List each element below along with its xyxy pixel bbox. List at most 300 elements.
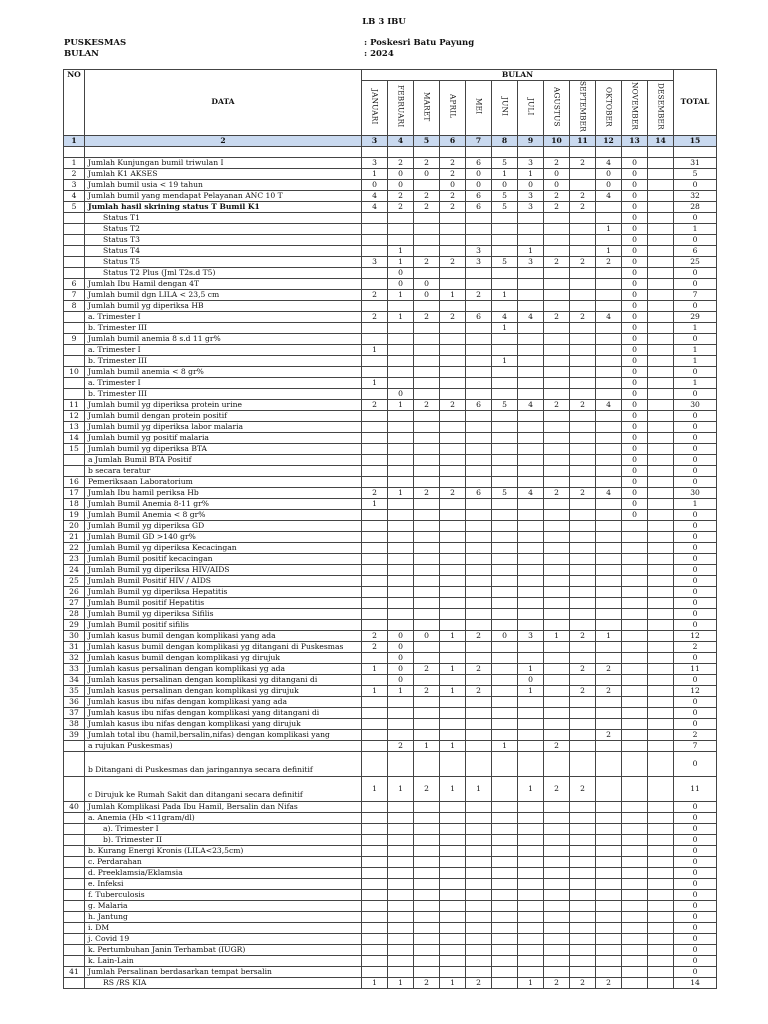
month-value-januari [362, 465, 388, 476]
month-value-mei [466, 944, 492, 955]
month-value-mei [466, 729, 492, 740]
month-value-oktober: 2 [596, 729, 622, 740]
table-row [64, 399, 717, 410]
month-value-november [622, 707, 648, 718]
month-value-oktober [596, 674, 622, 685]
month-value-mei [466, 823, 492, 834]
row-label: Jumlah Persalinan berdasarkan tempat bersalin [85, 966, 362, 977]
month-value-februari: 1 [388, 685, 414, 696]
month-value-maret: 0 [414, 289, 440, 300]
month-value-agustus [544, 889, 570, 900]
month-value-november [622, 944, 648, 955]
month-value-oktober [596, 900, 622, 911]
month-value-maret [414, 443, 440, 454]
table-row [64, 553, 717, 564]
month-value-september [570, 410, 596, 421]
month-value-november: 0 [622, 278, 648, 289]
month-value-juli [518, 933, 544, 944]
month-value-februari: 0 [388, 630, 414, 641]
month-value-desember [648, 388, 674, 399]
row-total: 1 [674, 322, 717, 333]
month-value-mei: 6 [466, 311, 492, 322]
month-value-agustus: 2 [544, 740, 570, 751]
table-row [64, 674, 717, 685]
header-row-top [64, 70, 717, 81]
month-value-oktober [596, 322, 622, 333]
row-label: Jumlah Komplikasi Pada Ibu Hamil, Bersalin dan Nifas [85, 801, 362, 812]
month-value-februari [388, 834, 414, 845]
month-value-juli: 0 [518, 179, 544, 190]
month-value-januari [362, 856, 388, 867]
month-value-mei [466, 740, 492, 751]
month-value-maret [414, 900, 440, 911]
month-value-juli [518, 465, 544, 476]
month-value-agustus [544, 410, 570, 421]
month-value-agustus [544, 454, 570, 465]
month-value-mei: 1 [466, 776, 492, 801]
month-value-april: 1 [440, 289, 466, 300]
month-value-desember [648, 465, 674, 476]
month-value-januari: 2 [362, 487, 388, 498]
month-value-maret [414, 509, 440, 520]
month-label: JANUARI [370, 88, 380, 125]
month-value-juli: 3 [518, 157, 544, 168]
month-value-oktober: 1 [596, 630, 622, 641]
month-value-oktober [596, 966, 622, 977]
row-total: 0 [674, 234, 717, 245]
row-number: 10 [64, 366, 85, 377]
month-value-desember [648, 344, 674, 355]
row-number [64, 267, 85, 278]
month-value-mei [466, 212, 492, 223]
month-value-agustus [544, 729, 570, 740]
month-value-agustus [544, 933, 570, 944]
month-value-mei [466, 498, 492, 509]
month-value-april [440, 619, 466, 630]
month-value-mei [466, 542, 492, 553]
month-value-mei [466, 911, 492, 922]
row-label: Jumlah bumil dengan protein positif [85, 410, 362, 421]
month-header-februari [388, 81, 414, 136]
month-value-mei [466, 432, 492, 443]
month-value-november [622, 933, 648, 944]
month-value-mei [466, 454, 492, 465]
month-value-november: 0 [622, 333, 648, 344]
month-value-agustus [544, 751, 570, 776]
month-value-agustus [544, 223, 570, 234]
row-label: a. Anemia (Hb <11gram/dl) [85, 812, 362, 823]
month-value-maret: 0 [414, 278, 440, 289]
month-value-mei [466, 564, 492, 575]
month-value-september [570, 234, 596, 245]
row-number [64, 933, 85, 944]
month-value-desember [648, 201, 674, 212]
month-value-januari [362, 608, 388, 619]
month-value-maret [414, 944, 440, 955]
row-number [64, 922, 85, 933]
row-total: 0 [674, 509, 717, 520]
month-value-maret [414, 718, 440, 729]
month-value-oktober: 0 [596, 179, 622, 190]
month-value-juli [518, 878, 544, 889]
month-value-september [570, 278, 596, 289]
month-value-agustus [544, 597, 570, 608]
month-value-desember [648, 944, 674, 955]
row-total: 0 [674, 718, 717, 729]
month-value-agustus: 2 [544, 157, 570, 168]
row-label: h. Jantung [85, 911, 362, 922]
row-label: c Dirujuk ke Rumah Sakit dan ditangani secara definitif [85, 776, 362, 801]
row-label: Status T3 [85, 234, 362, 245]
month-value-oktober: 4 [596, 190, 622, 201]
month-value-agustus [544, 801, 570, 812]
month-value-september [570, 531, 596, 542]
month-value-juli [518, 377, 544, 388]
month-value-september: 2 [570, 157, 596, 168]
month-value-maret [414, 553, 440, 564]
month-value-juni [492, 542, 518, 553]
month-value-juni [492, 344, 518, 355]
month-value-juli: 1 [518, 776, 544, 801]
month-value-agustus: 2 [544, 487, 570, 498]
month-value-agustus: 2 [544, 256, 570, 267]
month-value-maret [414, 520, 440, 531]
row-number: 1 [64, 157, 85, 168]
row-total: 12 [674, 685, 717, 696]
row-total: 0 [674, 454, 717, 465]
row-label: Jumlah Kunjungan bumil triwulan I [85, 157, 362, 168]
puskesmas-value: : Poskesri Batu Payung [364, 38, 475, 48]
month-value-juni [492, 663, 518, 674]
month-value-desember [648, 812, 674, 823]
month-value-juli [518, 454, 544, 465]
month-value-februari [388, 812, 414, 823]
row-number [64, 856, 85, 867]
month-value-januari [362, 300, 388, 311]
row-total: 0 [674, 812, 717, 823]
row-total: 0 [674, 278, 717, 289]
month-value-juli [518, 955, 544, 966]
month-value-juni [492, 509, 518, 520]
row-label: g. Malaria [85, 900, 362, 911]
month-value-september [570, 388, 596, 399]
month-value-mei [466, 586, 492, 597]
month-value-april [440, 498, 466, 509]
table-row [64, 933, 717, 944]
table-row [64, 900, 717, 911]
row-total: 0 [674, 564, 717, 575]
month-value-april [440, 856, 466, 867]
table-row [64, 823, 717, 834]
month-value-september [570, 245, 596, 256]
month-value-april: 2 [440, 256, 466, 267]
row-total: 0 [674, 410, 717, 421]
month-value-juni [492, 922, 518, 933]
table-row [64, 311, 717, 322]
table-row [64, 707, 717, 718]
month-value-oktober [596, 867, 622, 878]
row-number: 26 [64, 586, 85, 597]
month-value-september [570, 751, 596, 776]
month-value-juni [492, 212, 518, 223]
month-value-april [440, 344, 466, 355]
month-value-januari [362, 878, 388, 889]
month-value-juli [518, 333, 544, 344]
month-value-mei [466, 344, 492, 355]
month-value-desember [648, 630, 674, 641]
month-value-oktober: 0 [596, 168, 622, 179]
row-number: 7 [64, 289, 85, 300]
month-value-september: 2 [570, 311, 596, 322]
month-value-januari: 1 [362, 344, 388, 355]
month-value-januari [362, 267, 388, 278]
month-value-januari: 1 [362, 168, 388, 179]
row-label: a. Trimester I [85, 311, 362, 322]
table-row [64, 520, 717, 531]
month-value-juni: 4 [492, 311, 518, 322]
row-total: 0 [674, 597, 717, 608]
row-number [64, 740, 85, 751]
month-value-september [570, 509, 596, 520]
table-row [64, 663, 717, 674]
month-value-februari [388, 955, 414, 966]
month-value-mei [466, 553, 492, 564]
column-number-row [64, 135, 717, 146]
month-label: AGUSTUS [552, 86, 562, 127]
month-value-juli [518, 834, 544, 845]
month-value-juni: 0 [492, 179, 518, 190]
month-value-mei [466, 443, 492, 454]
table-row [64, 630, 717, 641]
month-value-januari [362, 966, 388, 977]
month-value-agustus [544, 619, 570, 630]
row-number [64, 223, 85, 234]
row-total: 6 [674, 245, 717, 256]
month-value-november: 0 [622, 256, 648, 267]
month-value-desember [648, 718, 674, 729]
month-value-desember [648, 641, 674, 652]
month-value-januari [362, 652, 388, 663]
table-row [64, 729, 717, 740]
month-value-juni [492, 834, 518, 845]
month-value-maret [414, 586, 440, 597]
month-value-oktober: 2 [596, 256, 622, 267]
month-value-desember [648, 487, 674, 498]
month-value-desember [648, 421, 674, 432]
month-label: APRIL [448, 94, 458, 119]
month-value-maret [414, 867, 440, 878]
table-row [64, 608, 717, 619]
month-value-mei [466, 619, 492, 630]
month-value-februari [388, 751, 414, 776]
month-value-mei [466, 597, 492, 608]
month-value-juni [492, 575, 518, 586]
month-value-februari: 1 [388, 311, 414, 322]
month-value-oktober: 4 [596, 157, 622, 168]
month-value-april [440, 718, 466, 729]
month-value-desember [648, 190, 674, 201]
month-value-februari [388, 366, 414, 377]
report-body [64, 157, 717, 988]
row-number: 16 [64, 476, 85, 487]
row-total: 0 [674, 465, 717, 476]
row-label: Jumlah Ibu Hamil dengan 4T [85, 278, 362, 289]
month-value-agustus [544, 377, 570, 388]
month-value-april: 2 [440, 168, 466, 179]
month-value-desember [648, 234, 674, 245]
month-value-oktober [596, 751, 622, 776]
month-value-november [622, 922, 648, 933]
document-title: LB 3 IBU [362, 17, 406, 27]
month-header-april [440, 81, 466, 136]
month-label: SEPTEMBER [578, 81, 588, 132]
month-value-mei [466, 355, 492, 366]
month-value-oktober [596, 878, 622, 889]
month-value-agustus [544, 856, 570, 867]
month-value-februari [388, 823, 414, 834]
month-value-maret [414, 377, 440, 388]
month-value-februari [388, 878, 414, 889]
month-value-november: 0 [622, 410, 648, 421]
month-value-november [622, 685, 648, 696]
month-value-april [440, 322, 466, 333]
column-number: 2 [85, 135, 362, 146]
month-value-maret [414, 355, 440, 366]
table-row [64, 531, 717, 542]
row-total: 11 [674, 663, 717, 674]
month-value-juni [492, 377, 518, 388]
month-value-januari [362, 564, 388, 575]
month-value-agustus [544, 520, 570, 531]
month-value-februari [388, 564, 414, 575]
month-value-desember [648, 878, 674, 889]
month-value-september [570, 922, 596, 933]
month-value-agustus: 2 [544, 190, 570, 201]
month-value-juni [492, 674, 518, 685]
row-number: 21 [64, 531, 85, 542]
row-total: 0 [674, 542, 717, 553]
row-total: 2 [674, 641, 717, 652]
row-label: Jumlah kasus persalinan dengan komplikasi yg ditangani di [85, 674, 362, 685]
month-value-mei [466, 333, 492, 344]
month-value-agustus [544, 966, 570, 977]
month-value-juli [518, 575, 544, 586]
month-value-oktober [596, 421, 622, 432]
month-value-januari [362, 707, 388, 718]
month-value-juni [492, 966, 518, 977]
row-label: Jumlah Bumil positif Hepatitis [85, 597, 362, 608]
month-value-maret [414, 212, 440, 223]
table-row [64, 190, 717, 201]
month-value-november [622, 597, 648, 608]
month-value-maret [414, 300, 440, 311]
month-value-juli: 1 [518, 663, 544, 674]
month-value-januari: 1 [362, 663, 388, 674]
month-value-november [622, 663, 648, 674]
month-value-februari [388, 889, 414, 900]
month-value-april: 0 [440, 179, 466, 190]
month-value-desember [648, 410, 674, 421]
data-header: DATA [85, 70, 362, 136]
row-label: Jumlah bumil anemia 8 s.d 11 gr% [85, 333, 362, 344]
month-value-september [570, 465, 596, 476]
row-label: Jumlah bumil dgn LILA < 23,5 cm [85, 289, 362, 300]
month-value-september [570, 333, 596, 344]
row-total: 0 [674, 944, 717, 955]
row-label: Jumlah bumil yg diperiksa BTA [85, 443, 362, 454]
month-value-juni [492, 553, 518, 564]
month-value-mei: 2 [466, 663, 492, 674]
row-total: 1 [674, 344, 717, 355]
month-value-februari [388, 520, 414, 531]
month-value-november [622, 619, 648, 630]
row-total: 0 [674, 966, 717, 977]
month-value-agustus: 2 [544, 311, 570, 322]
month-value-september [570, 267, 596, 278]
report-table [63, 69, 717, 989]
row-label: a Jumlah Bumil BTA Positif [85, 454, 362, 465]
table-row [64, 812, 717, 823]
row-total: 0 [674, 652, 717, 663]
row-number: 41 [64, 966, 85, 977]
month-value-september [570, 421, 596, 432]
month-value-april [440, 751, 466, 776]
month-value-november: 0 [622, 289, 648, 300]
month-value-juli [518, 234, 544, 245]
month-value-desember [648, 685, 674, 696]
month-value-juni [492, 867, 518, 878]
month-value-oktober: 2 [596, 663, 622, 674]
month-value-april: 2 [440, 311, 466, 322]
table-row [64, 696, 717, 707]
month-value-desember [648, 157, 674, 168]
column-number: 15 [674, 135, 717, 146]
month-value-oktober [596, 718, 622, 729]
month-value-april [440, 531, 466, 542]
month-value-november: 0 [622, 157, 648, 168]
table-row [64, 421, 717, 432]
month-value-mei: 6 [466, 487, 492, 498]
row-total: 0 [674, 212, 717, 223]
row-total: 0 [674, 845, 717, 856]
month-value-november [622, 878, 648, 889]
month-value-februari [388, 575, 414, 586]
month-value-juni [492, 801, 518, 812]
month-value-januari [362, 812, 388, 823]
bulan-header: BULAN [362, 70, 674, 81]
month-value-november [622, 845, 648, 856]
month-value-september [570, 377, 596, 388]
month-value-oktober [596, 619, 622, 630]
month-value-juli: 1 [518, 977, 544, 988]
month-value-september [570, 812, 596, 823]
row-number: 32 [64, 652, 85, 663]
table-row [64, 432, 717, 443]
month-value-april [440, 674, 466, 685]
table-row [64, 487, 717, 498]
month-value-april [440, 812, 466, 823]
month-value-februari [388, 718, 414, 729]
month-value-mei: 6 [466, 157, 492, 168]
month-value-maret [414, 333, 440, 344]
month-value-juni [492, 597, 518, 608]
row-total: 0 [674, 179, 717, 190]
month-value-maret [414, 696, 440, 707]
table-row [64, 878, 717, 889]
row-total: 0 [674, 300, 717, 311]
month-value-september: 2 [570, 685, 596, 696]
month-value-februari [388, 944, 414, 955]
